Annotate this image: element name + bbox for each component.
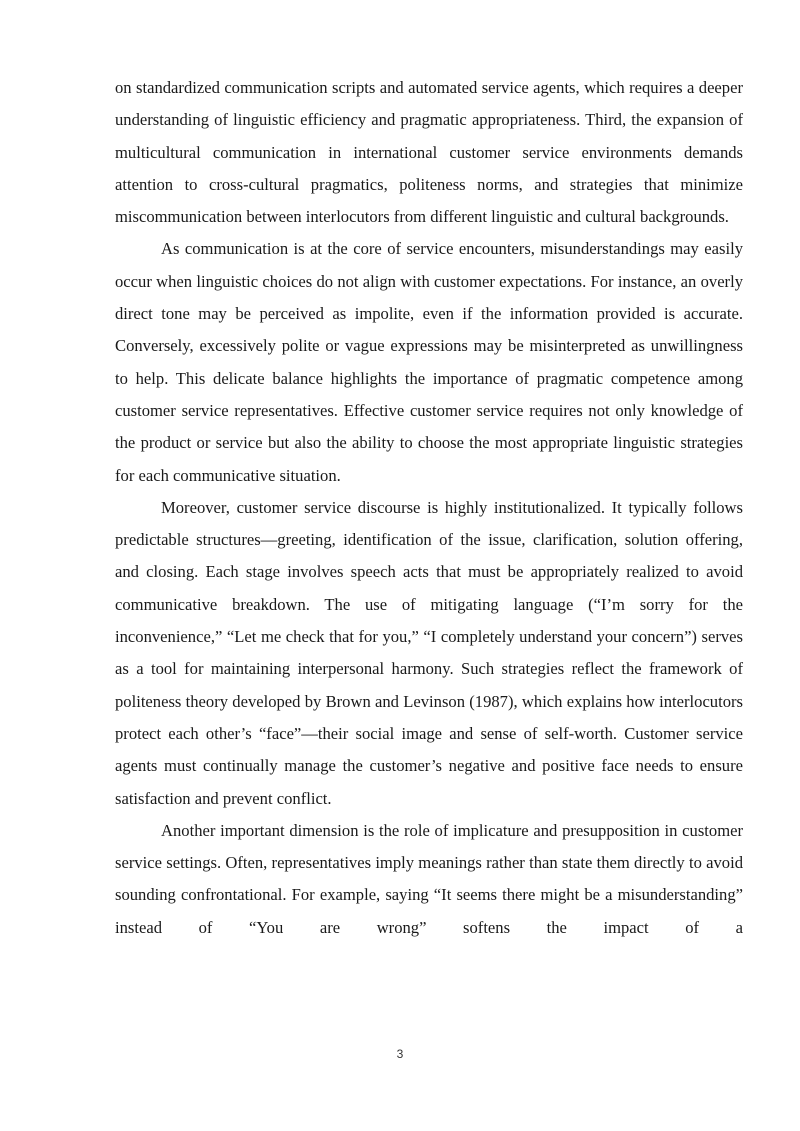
paragraph-4: Another important dimension is the role of implicature and presupposition in customer service settings. Often, representatives imply meanings rather than state them directly to avoid sounding confrontational. For example, saying “It seems there might be a misunderstanding” instead of “You are wrong” softens the impact of a xyxy=(115,820,743,937)
page-number: 3 xyxy=(396,1047,404,1061)
paragraph-2: As communication is at the core of service encounters, misunderstandings may easily occur when linguistic choices do not align with customer expectations. For instance, an overly direct tone may be perceived as impolite, even if the information provided is accurate. Conversely, excessively polite or vague expressions may be misinterpreted as unwillingness to help. This delicate balance highlights the importance of pragmatic competence among customer service representatives. Effective customer service requires not only knowledge of the product or service but also the ability to choose the most appropriate linguistic strategies for each communicative situation. xyxy=(115,239,743,485)
paragraph-3: Moreover, customer service discourse is highly institutionalized. It typically follows predictable structures—greeting, identification of the issue, clarification, solution offering, and closing. Each stage involves speech acts that must be appropriately realized to avoid communicative breakdown. The use of mitigating language (“I’m sorry for the inconvenience,” “Let me check that for you,” “I completely understand your concern”) serves as a tool for maintaining interpersonal harmony. Such strategies reflect the framework of politeness theory developed by Brown and Levinson (1987), which explains how interlocutors protect each other’s “face”—their social image and sense of self-worth. Customer service agents must continually manage the customer’s negative and positive face needs to ensure satisfaction and prevent conflict. xyxy=(115,497,743,808)
body-text xyxy=(115,72,743,944)
paragraph-1: on standardized communication scripts and automated service agents, which requires a deeper understanding of linguistic efficiency and pragmatic appropriateness. Third, the expansion of multicultural communication in international customer service environments demands attention to cross-cultural pragmatics, politeness norms, and strategies that minimize miscommunication between interlocutors from different linguistic and cultural backgrounds. xyxy=(115,78,743,227)
